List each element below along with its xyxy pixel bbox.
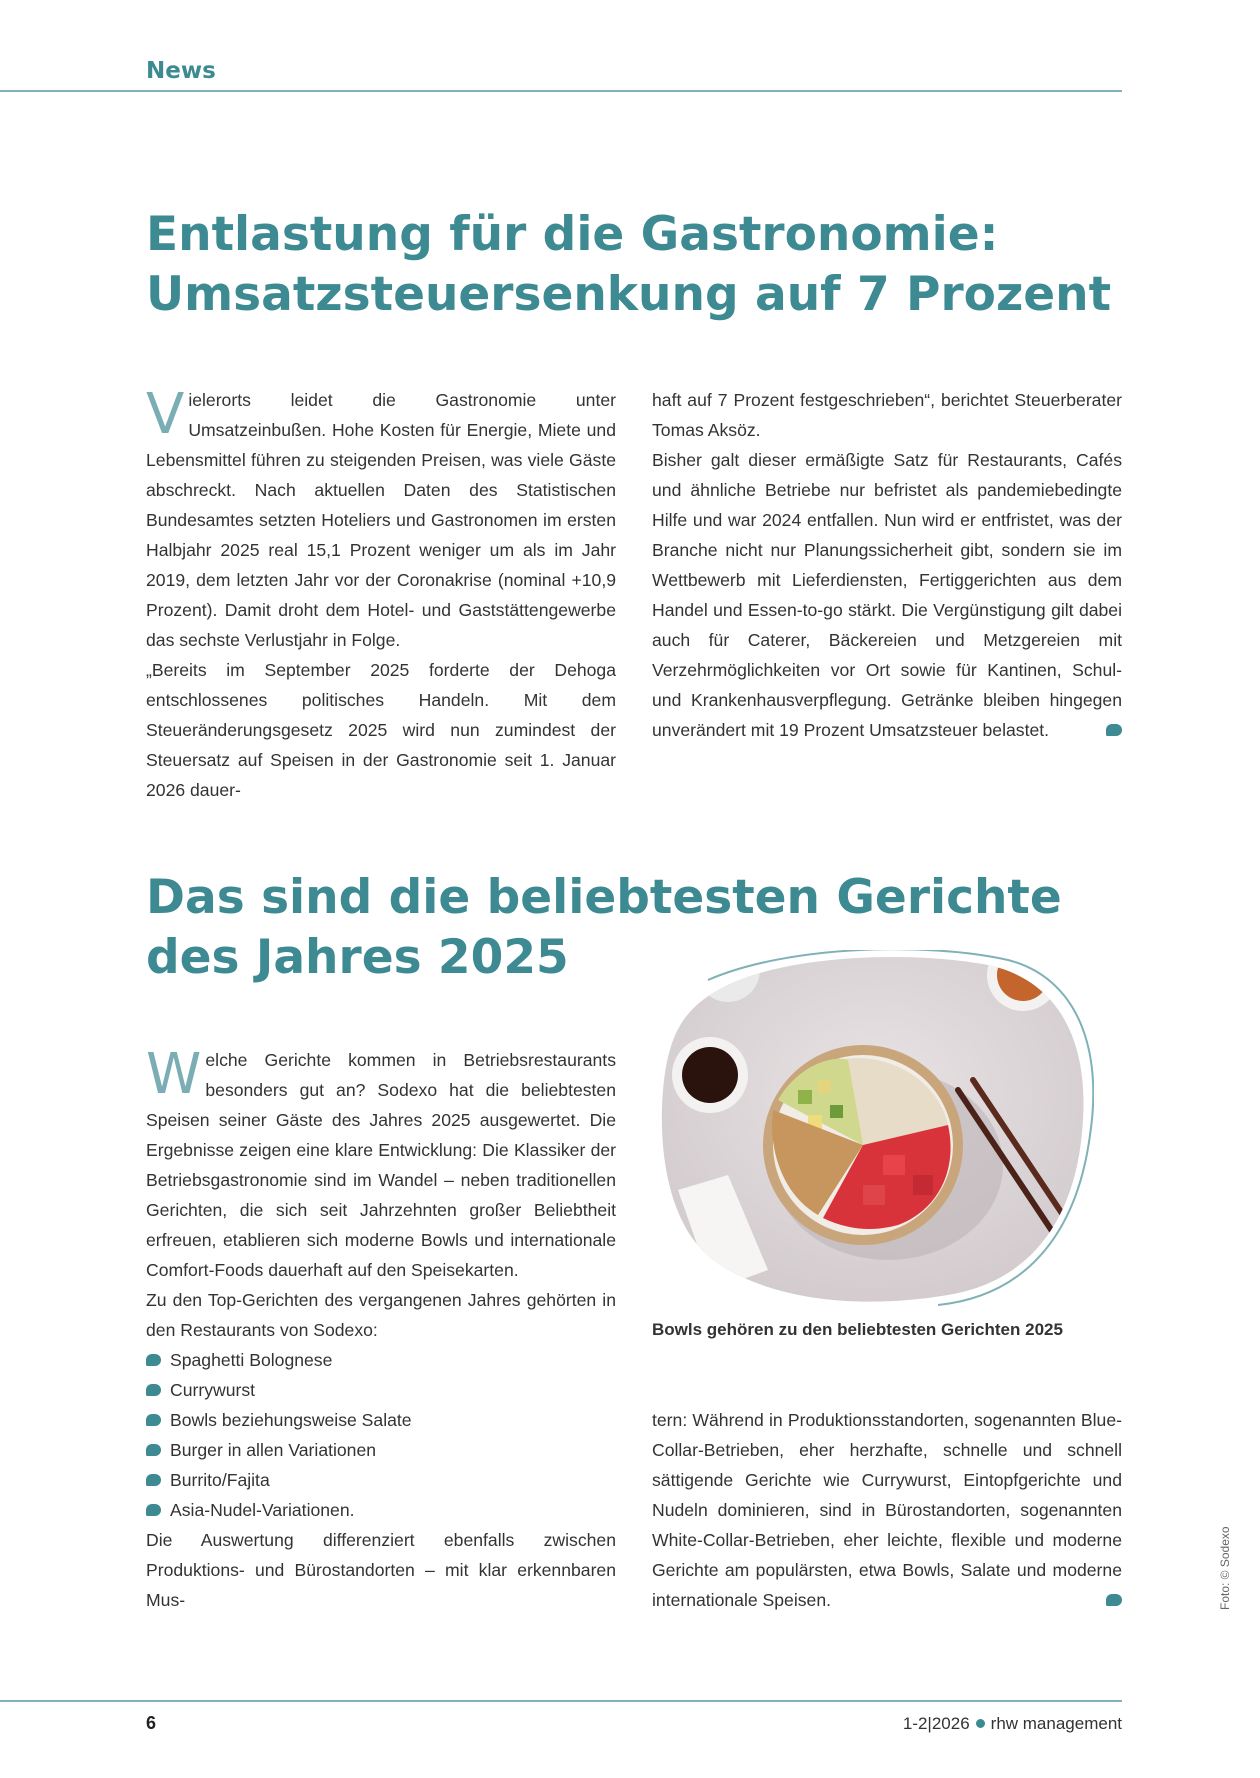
magazine-name: rhw management — [990, 1714, 1122, 1733]
section-label: News — [146, 58, 216, 84]
poke-bowl-photo — [658, 950, 1094, 1310]
page-number: 6 — [146, 1713, 157, 1733]
photo-credit: Foto: © Sodexo — [1218, 1526, 1232, 1610]
header-rule — [0, 90, 1122, 92]
list-item: Bowls beziehungsweise Salate — [146, 1405, 616, 1435]
bullet-icon — [146, 1474, 161, 1486]
bullet-icon — [146, 1414, 161, 1426]
article1-column-right — [652, 385, 1122, 745]
article2-paragraph-3a: Die Auswertung differenziert ebenfalls zwischen Produktions- und Bürostandorten – mit klar erkennbaren Mus- — [146, 1530, 616, 1610]
article2-title-line2: des Jahres 2025 — [146, 930, 569, 985]
issue-number: 1-2|2026 — [902, 1714, 970, 1733]
list-item: Spaghetti Bolognese — [146, 1345, 616, 1375]
end-mark-icon — [1106, 1594, 1122, 1606]
article2-paragraph-2: Zu den Top-Gerichten des vergangenen Jahres gehörten in den Restaurants von Sodexo: — [146, 1290, 616, 1340]
bullet-icon — [146, 1504, 161, 1516]
article1-paragraph-1: Vielerorts leidet die Gastronomie unter Umsatzeinbußen. Hohe Kosten für Energie, Miete und Lebensmittel führen zu steigenden Preisen, was viele Gäste abschreckt. Nach aktuellen Daten des Statistischen Bundesamtes setzten Hoteliers und Gastronomen im ersten Halbjahr 2025 real 15,1 Prozent weniger um als im Jahr 2019, dem letzten Jahr vor der Coronakrise (nominal +10,9 Prozent). Damit droht dem Hotel- und Gaststättengewerbe das sechste Verlustjahr in Folge. — [146, 382, 616, 650]
article1-title-line1: Entlastung für die Gastronomie: — [146, 207, 999, 262]
dot-icon — [976, 1719, 985, 1728]
top-dishes-list — [146, 1345, 616, 1525]
list-item: Burrito/Fajita — [146, 1465, 616, 1495]
bullet-icon — [146, 1354, 161, 1366]
article1-column-left — [146, 382, 616, 805]
list-item: Asia-Nudel-Variationen. — [146, 1495, 616, 1525]
article2-column-left — [146, 1042, 616, 1615]
footer-issue — [903, 1714, 1122, 1734]
article1-paragraph-3: Bisher galt dieser ermäßigte Satz für Restaurants, Cafés und ähnliche Betriebe nur befristet als pandemiebedingte Hilfe und war 2024 entfallen. Nun wird er entfristet, was der Branche nicht nur Planungssicherheit gibt, sondern sie im Wettbewerb mit Lieferdiensten, Fertiggerichten aus dem Handel und Essen-to-go stärkt. Die Vergünstigung gilt dabei auch für Caterer, Bäckereien und Metzgereien mit Verzehrmöglichkeiten vor Ort sowie für Kantinen, Schul- und Krankenhausverpflegung. Getränke bleiben hingegen unverändert mit 19 Prozent Umsatzsteuer belastet. — [652, 450, 1122, 740]
article2-title-line1: Das sind die beliebtesten Gerichte — [146, 870, 1062, 925]
article2-paragraph-3b: tern: Während in Produktionsstandorten, sogenannten Blue-Collar-Betrieben, eher herzhafte, schnelle und schnell sättigende Gerichte wie Currywurst, Eintopfgerichte und Nudeln dominieren, sind in Bürostandorten, sogenannten White-Collar-Betrieben, eher leichte, flexible und moderne Gerichte am populärsten, etwa Bowls, Salate und moderne internationale Speisen. — [652, 1410, 1122, 1610]
article1-title — [146, 205, 1111, 325]
list-item: Burger in allen Variationen — [146, 1435, 616, 1465]
footer-rule — [0, 1700, 1122, 1702]
end-mark-icon — [1106, 724, 1122, 736]
dropcap: V — [146, 382, 185, 447]
photo-caption: Bowls gehören zu den beliebtesten Gerichten 2025 — [652, 1320, 1063, 1339]
article2-column-right — [652, 1405, 1122, 1615]
list-item: Currywurst — [146, 1375, 616, 1405]
article1-title-line2: Umsatzsteuersenkung auf 7 Prozent — [146, 267, 1112, 322]
bullet-icon — [146, 1384, 161, 1396]
dropcap: W — [146, 1042, 202, 1107]
article2-paragraph-1: Welche Gerichte kommen in Betriebsrestaurants besonders gut an? Sodexo hat die beliebtesten Speisen seiner Gäste des Jahres 2025 ausgewertet. Die Ergebnisse zeigen eine klare Entwicklung: Die Klassiker der Betriebsgastronomie sind im Wandel – neben traditionellen Gerichten, die sich seit Jahrzehnten großer Beliebtheit erfreuen, etablieren sich moderne Bowls und internationale Comfort-Foods dauerhaft auf den Speisekarten. — [146, 1042, 616, 1280]
article1-paragraph-2a: „Bereits im September 2025 forderte der Dehoga entschlossenes politisches Handeln. Mit dem Steueränderungsgesetz 2025 wird nun zumindest der Steuersatz auf Speisen in der Gastronomie seit 1. Januar 2026 dauer- — [146, 660, 616, 800]
article1-paragraph-2b: haft auf 7 Prozent festgeschrieben“, berichtet Steuerberater Tomas Aksöz. — [652, 390, 1122, 440]
bullet-icon — [146, 1444, 161, 1456]
